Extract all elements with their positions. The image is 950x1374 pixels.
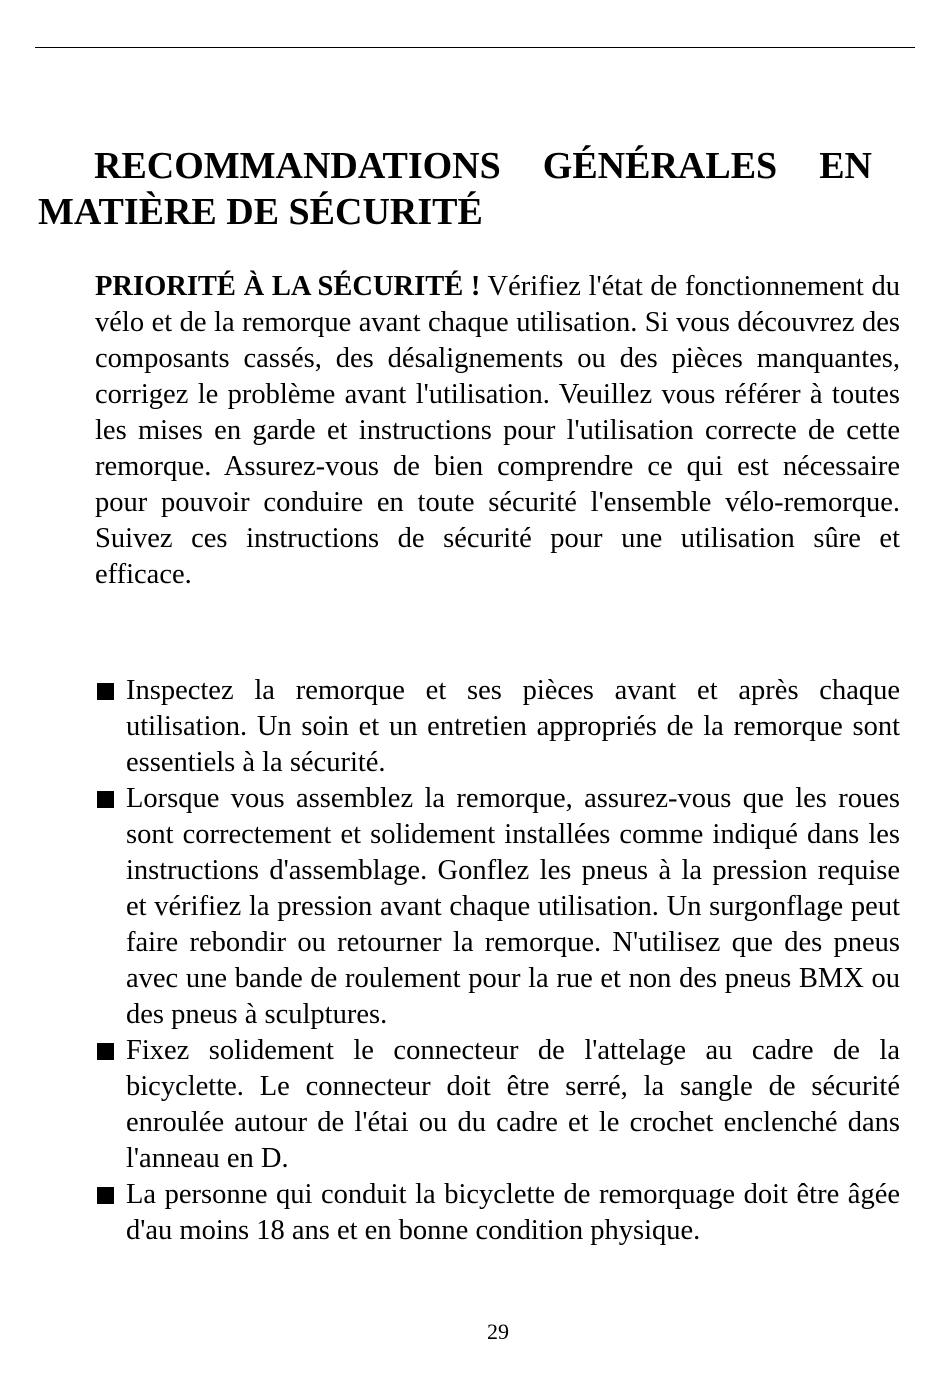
intro-text: Vérifiez l'état de fonctionnement du vélo et de la remorque avant chaque utilisation. Si vous découvrez des composants cassés, des désalignements ou des pièces manquantes, corrigez le problème avant l'utilisation. Veuillez vous référer à toutes les mises en garde et instructions pour l'utilisation correcte de cette remorque. Assurez-vous de bien comprendre ce qui est nécessaire pour pouvoir conduire en toute sécurité l'ensemble vélo-remorque. Suivez ces instructions de sécurité pour une utilisation sûre et efficace. [95,271,900,590]
page-title: RECOMMANDATIONS GÉNÉRALES EN MATIÈRE DE SÉCURITÉ [38,145,872,233]
bullet-text: La personne qui conduit la bicyclette de remorquage doit être âgée d'au moins 18 ans et en bonne condition physique. [126,1179,900,1246]
square-bullet-icon [97,791,114,808]
square-bullet-icon [97,1043,114,1060]
list-item [95,673,900,781]
square-bullet-icon [97,683,114,700]
bullet-text: Fixez solidement le connecteur de l'attelage au cadre de la bicyclette. Le connecteur doit être serré, la sangle de sécurité enroulée autour de l'étai ou du cadre et le crochet enclenché dans l'anneau en D. [126,1035,900,1174]
list-item [95,781,900,1033]
intro-paragraph [95,269,900,593]
square-bullet-icon [97,1187,114,1204]
bullet-text: Inspectez la remorque et ses pièces avant et après chaque utilisation. Un soin et un entretien appropriés de la remorque sont essentiels à la sécurité. [126,675,900,778]
header-rule [35,47,915,48]
safety-bullet-list [95,673,900,1249]
list-item [95,1177,900,1249]
bullet-text: Lorsque vous assemblez la remorque, assurez-vous que les roues sont correctement et solidement installées comme indiqué dans les instructions d'assemblage. Gonflez les pneus à la pression requise et vérifiez la pression avant chaque utilisation. Un surgonflage peut faire rebondir ou retourner la remorque. N'utilisez que des pneus avec une bande de roulement pour la rue et non des pneus BMX ou des pneus à sculptures. [126,783,900,1030]
page-number: 29 [487,1319,509,1344]
list-item [95,1033,900,1177]
intro-lead: PRIORITÉ À LA SÉCURITÉ ! [95,271,481,302]
